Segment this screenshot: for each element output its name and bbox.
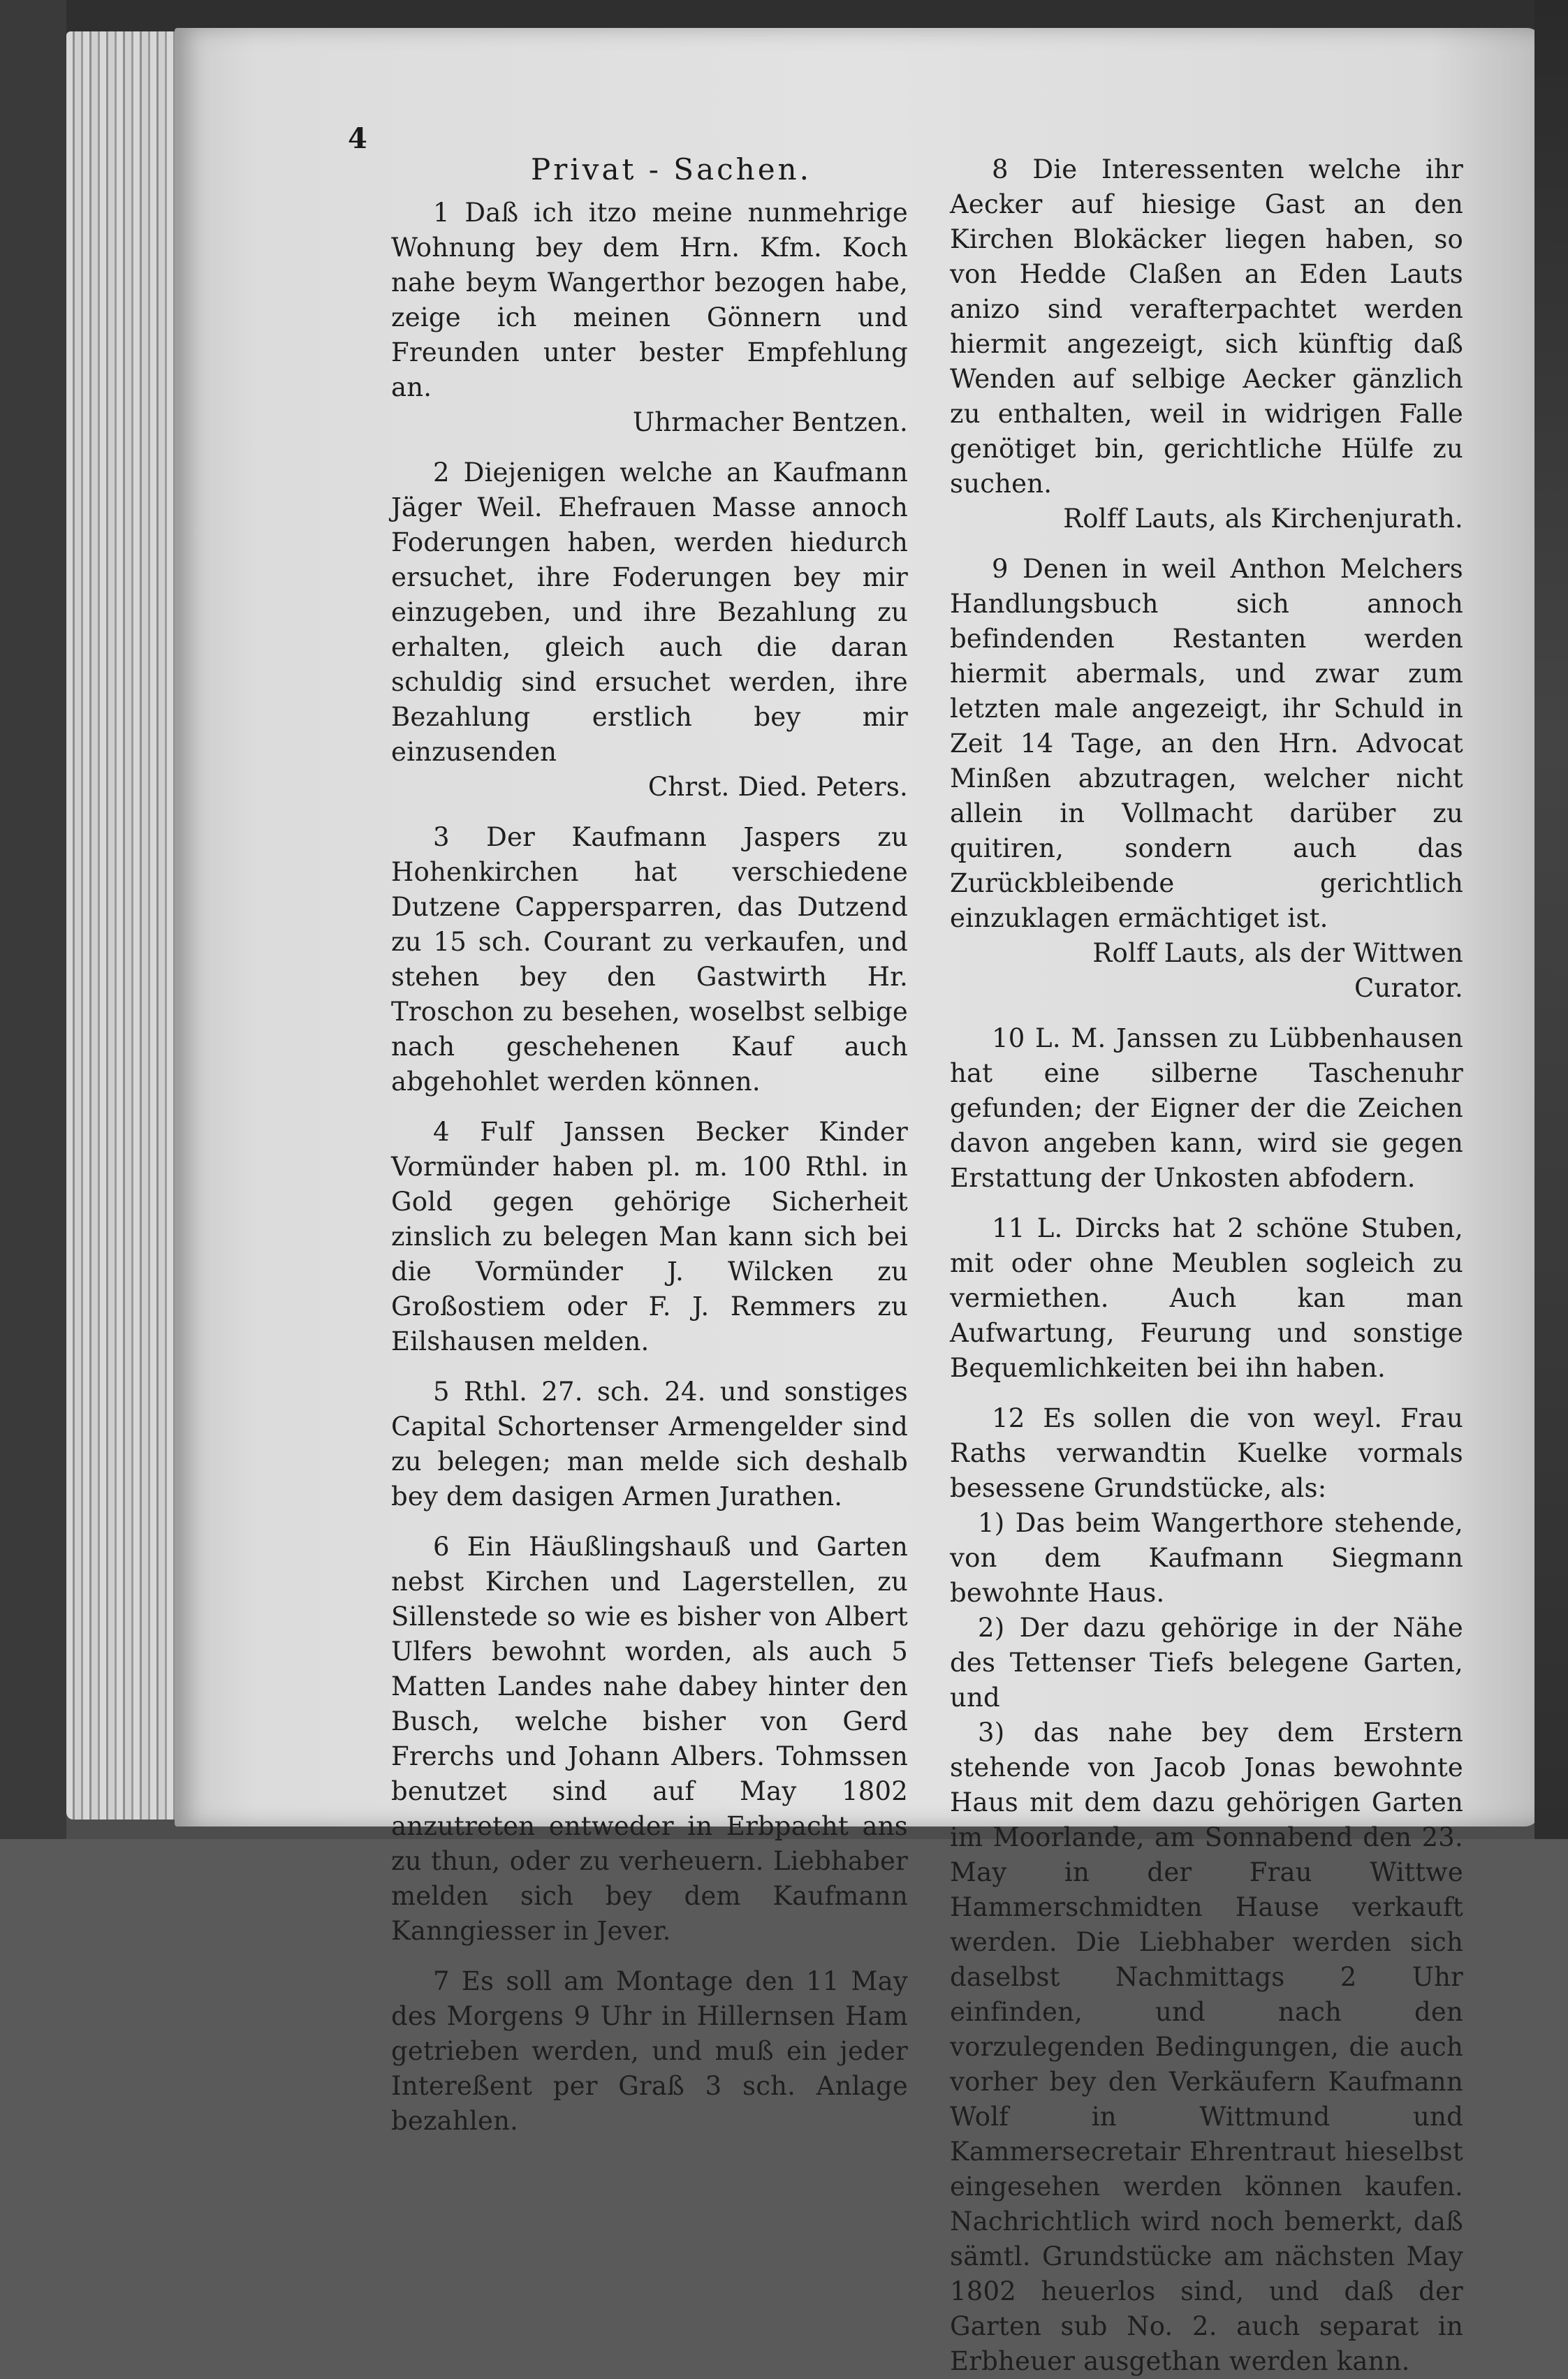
notice-signature: Chrst. Died. Peters. (647, 772, 908, 802)
notice-text: 9 Denen in weil Anthon Melchers Handlungsbuch sich annoch befindenden Restanten werden hiermit abermals, und zwar zum letzten male angezeigt, ihr Schuld in Zeit 14 Tage, an den Hrn. Advocat Minßen abzutragen, welcher nicht allein in Vollmacht darüber zu quitiren, sondern auch das Zurückbleibende gerichtlich einzuklagen ermächtiget ist. (950, 554, 1463, 933)
notice-entry (391, 455, 908, 805)
notice-text: 3 Der Kaufmann Jaspers zu Hohenkirchen hat verschiedene Dutzene Cappersparren, das Dutzend zu 15 sch. Courant zu verkaufen, und stehen bey den Gastwirth Hr. Troschon zu besehen, woselbst selbige nach geschehenen Kauf auch abgehohlet werden können. (391, 822, 908, 1097)
left-column (391, 196, 908, 2154)
notice-text: 8 Die Interessenten welche ihr Aecker auf hiesige Gast an den Kirchen Blokäcker liegen haben, so von Hedde Claßen an Eden Lauts anizo sind verafterpachtet werden hiermit angezeigt, sich künftig daß Wenden auf selbige Aecker gänzlich zu enthalten, weil in widrigen Falle genötiget bin, gerichtliche Hülfe zu suchen. (950, 154, 1463, 499)
page-number: 4 (348, 122, 367, 155)
scanner-color-bar (1534, 0, 1568, 1839)
notice-text: 4 Fulf Janssen Becker Kinder Vormünder haben pl. m. 100 Rthl. in Gold gegen gehörige Sicherheit zinslich zu belegen Man kann sich bei die Vormünder J. Wilcken zu Großostiem oder F. J. Remmers zu Eilshausen melden. (391, 1117, 908, 1356)
notice-text: 11 L. Dircks hat 2 schöne Stuben, mit oder ohne Meublen sogleich zu vermiethen. Auch kan man Aufwartung, Feurung und sonstige Bequemlichkeiten bei ihn haben. (950, 1213, 1463, 1383)
notice-text: 6 Ein Häußlingshauß und Garten nebst Kirchen und Lagerstellen, zu Sillenstede so wie es bisher von Albert Ulfers bewohnt worden, als auch 5 Matten Landes nahe dabey hinter den Busch, welche bisher von Gerd Frerchs und Johann Albers. Tohmssen benutzet sind auf May 1802 anzutreten entweder in Erbpacht ans zu thun, oder zu verheuern. Liebhaber melden sich bey dem Kaufmann Kanngiesser in Jever. (391, 1532, 908, 1946)
notice-entry (391, 1115, 908, 1359)
notice-entry (391, 1964, 908, 2139)
notice-text: 10 L. M. Janssen zu Lübbenhausen hat eine silberne Taschenuhr gefunden; der Eigner der die Zeichen davon angeben kann, wird sie gegen Erstattung der Unkosten abfodern. (950, 1023, 1463, 1193)
notice-text: 12 Es sollen die von weyl. Frau Raths verwandtin Kuelke vormals besessene Grundstücke, als: (950, 1403, 1463, 1503)
notice-list-item: 1) Das beim Wangerthore stehende, von dem Kaufmann Siegmann bewohnte Haus. (950, 1508, 1463, 1608)
notice-entry (950, 1401, 1463, 2379)
notice-signature: Rolff Lauts, als Kirchenjurath. (1063, 504, 1463, 534)
notice-entry (391, 196, 908, 440)
notice-entry (950, 1021, 1463, 1196)
right-column (950, 152, 1463, 2379)
notice-text: 1 Daß ich itzo meine nunmehrige Wohnung bey dem Hrn. Kfm. Koch nahe beym Wangerthor bezogen habe, zeige ich meinen Gönnern und Freunden unter bester Empfehlung an. (391, 198, 908, 402)
section-heading: Privat - Sachen. (531, 152, 812, 186)
notice-text: 5 Rthl. 27. sch. 24. und sonstiges Capital Schortenser Armengelder sind zu belegen; man melde sich deshalb bey dem dasigen Armen Jurathen. (391, 1377, 908, 1511)
notice-text: 2 Diejenigen welche an Kaufmann Jäger Weil. Ehefrauen Masse annoch Foderungen haben, werden hiedurch ersuchet, ihre Foderungen bey mir einzugeben, und ihre Bezahlung zu erhalten, gleich auch die daran schuldig sind ersuchet werden, ihre Bezahlung erstlich bey mir einzusenden (391, 458, 908, 767)
notice-text: 7 Es soll am Montage den 11 May des Morgens 9 Uhr in Hillernsen Ham getrieben werden, und muß ein jeder Intereßent per Graß 3 sch. Anlage bezahlen. (391, 1966, 908, 2136)
notice-signature: Rolff Lauts, als der Wittwen Curator. (1092, 938, 1463, 1003)
notice-entry (950, 552, 1463, 1006)
notice-entry (391, 1375, 908, 1514)
notice-list-item: 3) das nahe bey dem Erstern stehende von Jacob Jonas bewohnte Haus mit dem dazu gehörigen Garten im Moorlande, am Sonnabend den 23. May in der Frau Wittwe Hammerschmidten Hause verkauft werden. Die Liebhaber werden sich daselbst Nachmittags 2 Uhr einfinden, und nach den vorzulegenden Bedingungen, die auch vorher bey den Verkäufern Kaufmann Wolf in Wittmund und Kammersecretair Ehrentraut hieselbst eingesehen werden können kaufen. Nachrichtlich wird noch bemerkt, daß sämtl. Grundstücke am nächsten May 1802 heuerlos sind, und daß der Garten sub No. 2. auch separat in Erbheuer ausgethan werden kann. (950, 1718, 1463, 2376)
scanner-backdrop-left (0, 0, 66, 1839)
notice-list-item: 2) Der dazu gehörige in der Nähe des Tettenser Tiefs belegene Garten, und (950, 1613, 1463, 1713)
notice-entry (950, 152, 1463, 536)
notice-signature: Uhrmacher Bentzen. (632, 407, 908, 437)
notice-entry (391, 820, 908, 1099)
notice-entry (391, 1530, 908, 1949)
notice-entry (950, 1211, 1463, 1386)
